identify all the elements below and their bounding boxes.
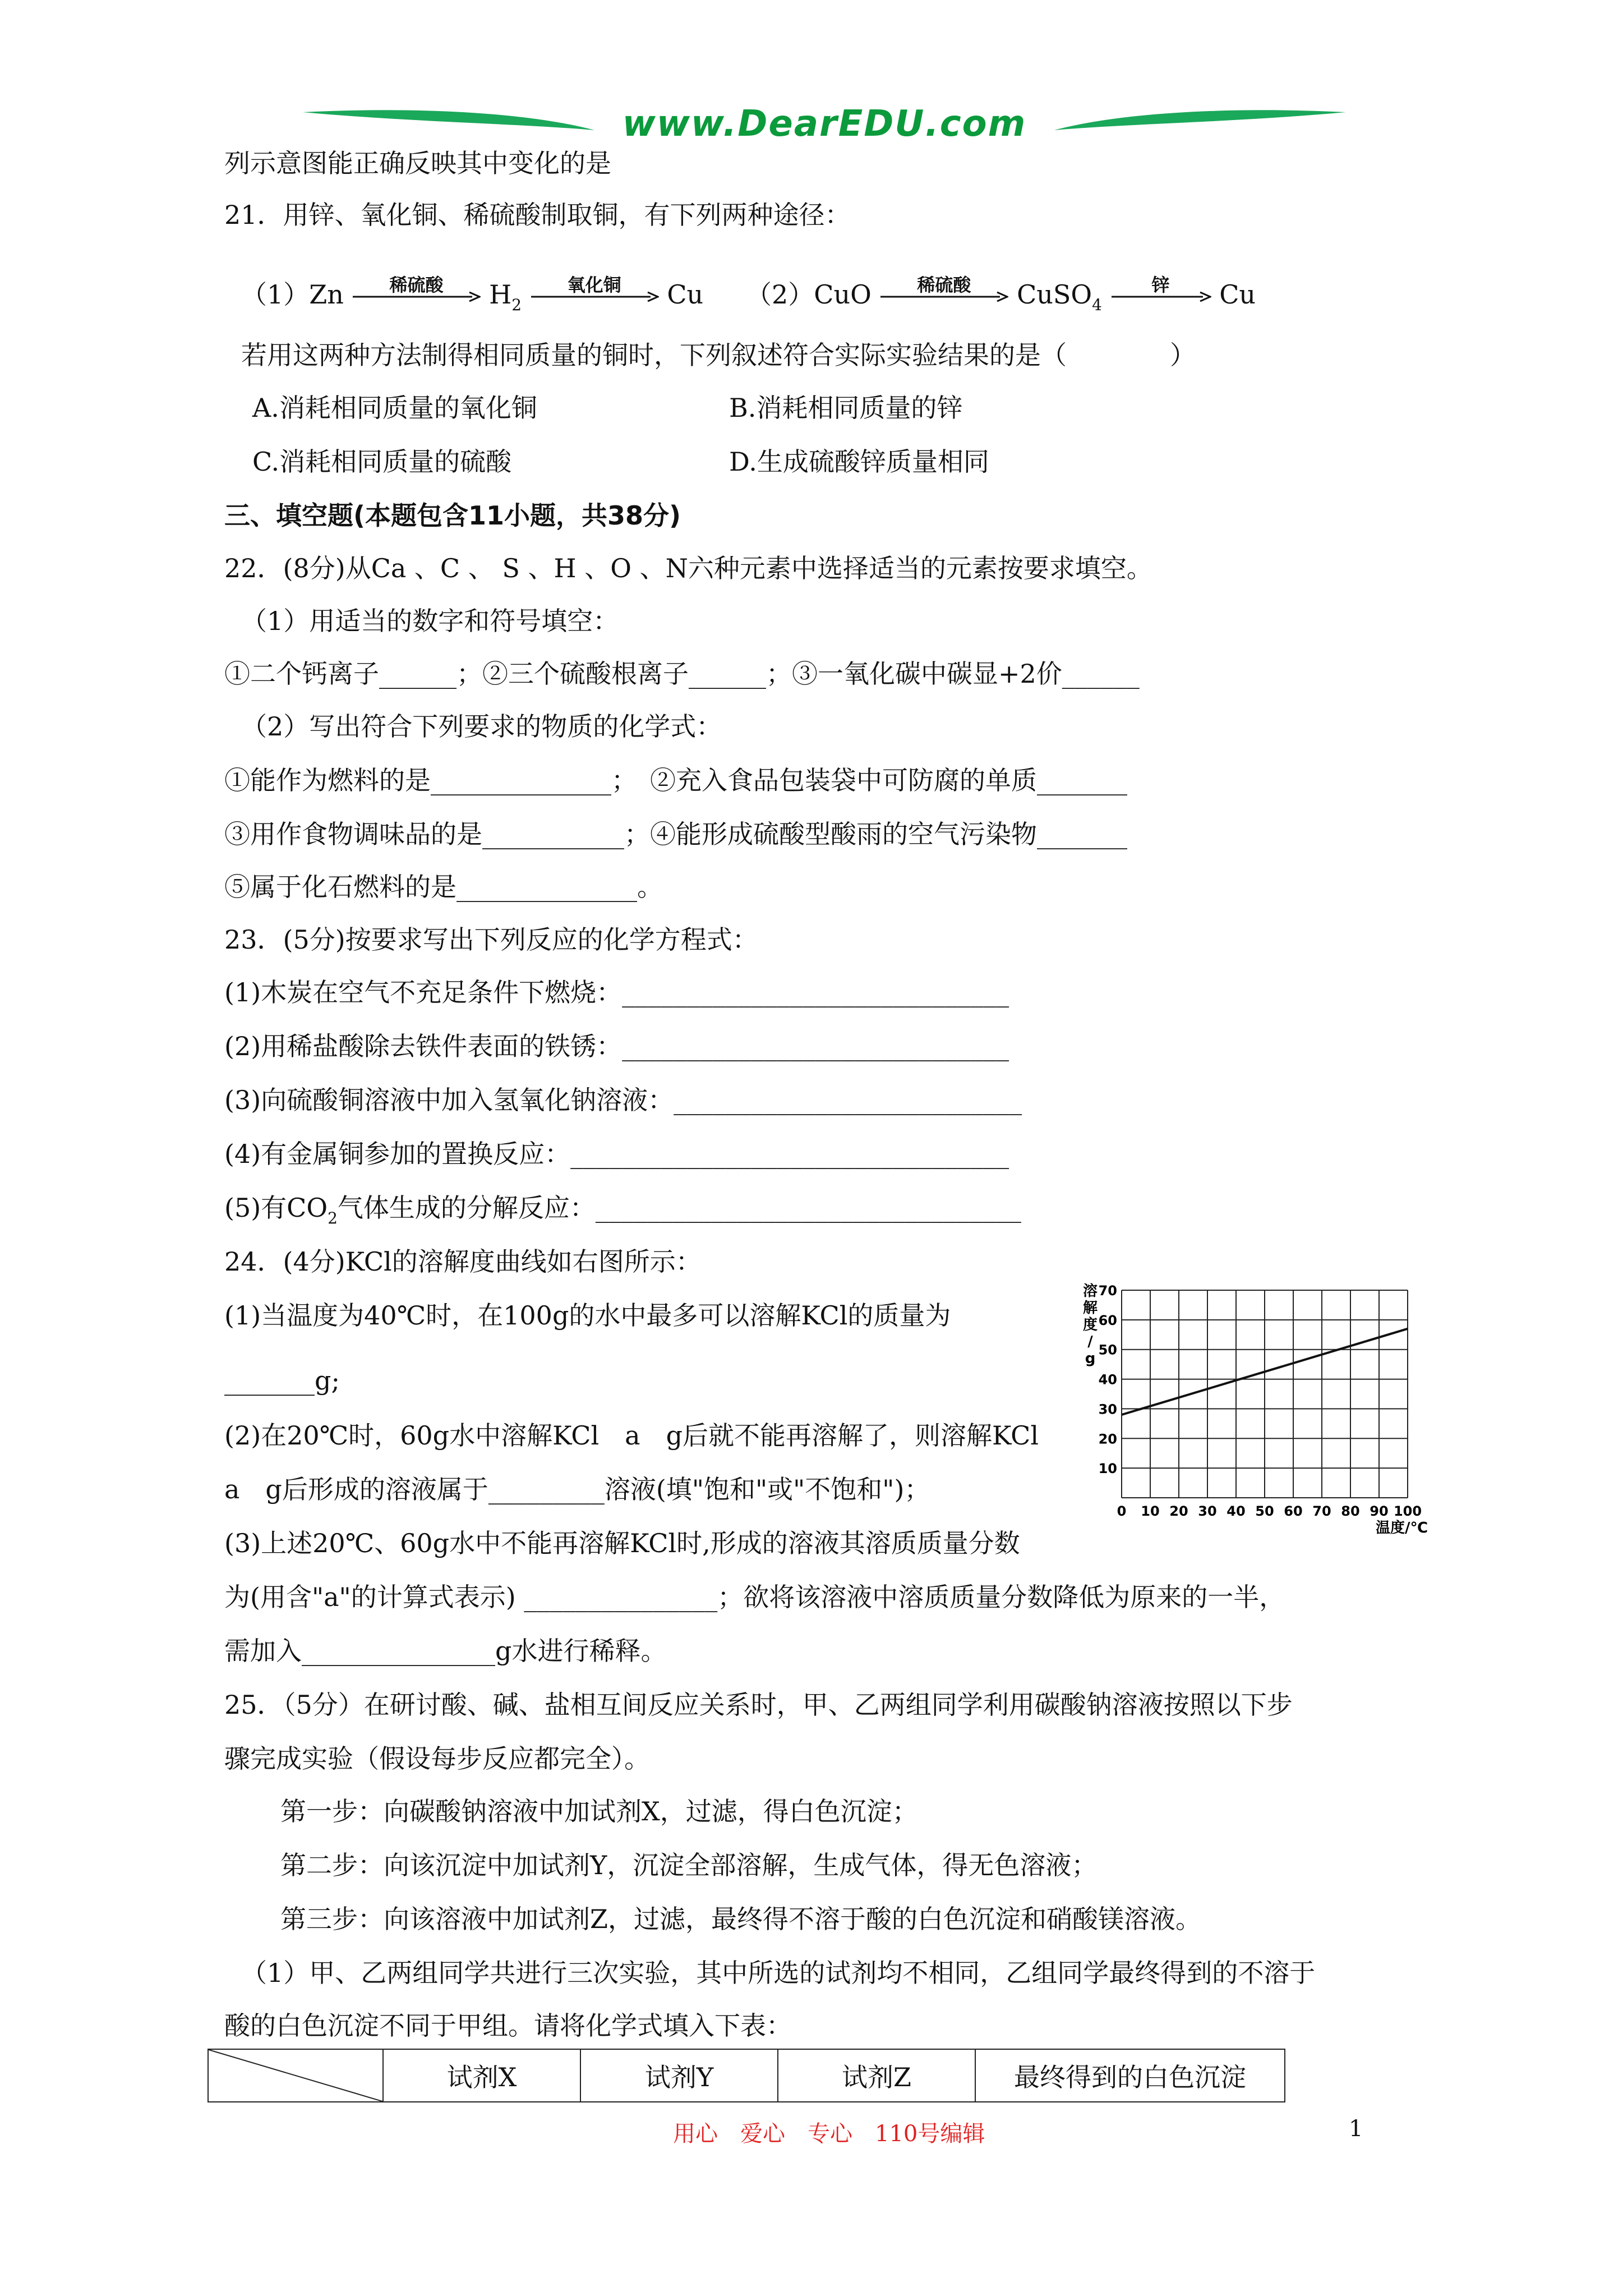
header-reagent-z: 试剂Z — [778, 2049, 975, 2102]
q25-part1: （1）甲、乙两组同学共进行三次实验，其中所选的试剂均不相同，乙组同学最终得到的不溶于 — [241, 1958, 1316, 1988]
header-reagent-x: 试剂X — [383, 2049, 580, 2102]
co2-subscript: 2 — [328, 1209, 338, 1227]
q22-part2-c: ⑤属于化石燃料的是______________。 — [224, 872, 663, 902]
q24-item-3-cont2: 需加入_______________g水进行稀释。 — [224, 1636, 667, 1666]
route2-arrow2 — [1110, 274, 1211, 302]
route2-mid: CuSO — [1017, 279, 1092, 310]
chart-grid — [1122, 1290, 1408, 1498]
x-tick-label: 40 — [1227, 1503, 1246, 1519]
route1-arrow2 — [530, 274, 659, 302]
arrow-label: 氧化铜 — [567, 274, 621, 296]
y-axis-label-char: 解 — [1082, 1300, 1098, 1317]
table-header-row — [208, 2049, 1285, 2102]
q22-part1-items: ①二个钙离子______；②三个硫酸根离子______；③一氧化碳中碳显+2价______ — [224, 659, 1140, 689]
q25-part1-cont: 酸的白色沉淀不同于甲组。请将化学式填入下表： — [224, 2010, 792, 2041]
y-tick-label: 60 — [1098, 1312, 1117, 1328]
y-tick-label: 40 — [1098, 1372, 1117, 1388]
q25-title: 25．（5分）在研讨酸、碱、盐相互间反应关系时，甲、乙两组同学利用碳酸钠溶液按照以下步 — [224, 1690, 1293, 1720]
q21-stem: 若用这两种方法制得相同质量的铜时，下列叙述符合实际实验结果的是（ ） — [241, 340, 1196, 370]
q21-route2 — [746, 274, 1256, 315]
q21-option-a: A.消耗相同质量的氧化铜 — [252, 393, 537, 423]
page-number: 1 — [1349, 2116, 1363, 2142]
q21-option-c: C.消耗相同质量的硫酸 — [252, 447, 512, 477]
y-axis-label-char: g — [1085, 1350, 1096, 1367]
x-tick-label: 50 — [1255, 1503, 1274, 1519]
route2-end: Cu — [1219, 279, 1256, 310]
q23-item-5-start: (5)有CO — [224, 1193, 328, 1223]
q21-option-b: B.消耗相同质量的锌 — [729, 393, 963, 423]
x-tick-label: 90 — [1370, 1503, 1389, 1519]
y-tick-label: 10 — [1098, 1461, 1117, 1477]
y-tick-label: 70 — [1098, 1283, 1117, 1299]
route1-arrow1 — [352, 274, 481, 302]
y-axis-label-char: 溶 — [1082, 1283, 1098, 1300]
q22-part2-b: ③用作食物调味品的是___________；④能形成硫酸型酸雨的空气污染物_______ — [224, 819, 1127, 849]
y-axis-label-char: / — [1087, 1333, 1093, 1350]
reagent-table — [208, 2049, 1285, 2102]
q23-item-2: (2)用稀盐酸除去铁件表面的铁锈：______________________________ — [224, 1031, 1009, 1061]
route2-start: （2）CuO — [746, 279, 872, 310]
q25-step-3: 第三步：向该溶液中加试剂Z，过滤，最终得不溶于酸的白色沉淀和硝酸镁溶液。 — [280, 1904, 1201, 1934]
header-final-precipitate: 最终得到的白色沉淀 — [975, 2049, 1285, 2102]
x-tick-label: 20 — [1169, 1503, 1188, 1519]
y-axis-label-char: 度 — [1082, 1317, 1098, 1333]
q24-item-3: (3)上述20℃、60g水中不能再溶解KCl时,形成的溶液其溶质质量分数 — [224, 1528, 1020, 1558]
q22-part2: （2）写出符合下列要求的物质的化学式： — [241, 711, 722, 742]
q25-step-2: 第二步：向该沉淀中加试剂Y，沉淀全部溶解，生成气体，得无色溶液； — [280, 1850, 1098, 1880]
arrow-label: 稀硫酸 — [389, 274, 444, 296]
intro-line: 列示意图能正确反映其中变化的是 — [224, 148, 611, 178]
q23-item-1: (1)木炭在空气不充足条件下燃烧：______________________________ — [224, 977, 1009, 1007]
q21-option-d: D.生成硫酸锌质量相同 — [729, 447, 989, 477]
q23-item-3: (3)向硫酸铜溶液中加入氢氧化钠溶液：___________________________ — [224, 1085, 1022, 1115]
arrow-label: 锌 — [1151, 274, 1170, 296]
q25-step-1: 第一步：向碳酸钠溶液中加试剂X，过滤，得白色沉淀； — [280, 1796, 918, 1826]
q24-item-1-blank: _______g; — [224, 1365, 340, 1396]
x-tick-label: 80 — [1341, 1503, 1360, 1519]
q21-title: 21．用锌、氧化铜、稀硫酸制取铜，有下列两种途径： — [224, 200, 851, 230]
x-tick-label: 70 — [1312, 1503, 1331, 1519]
x-tick-label: 60 — [1284, 1503, 1303, 1519]
section-3-title: 三、填空题(本题包含11小题，共38分) — [224, 500, 681, 531]
q25-title-cont: 骤完成实验（假设每步反应都完全）。 — [224, 1743, 650, 1774]
q23-item-4: (4)有金属铜参加的置换反应：__________________________________ — [224, 1139, 1009, 1169]
q24-item-2: (2)在20℃时，60g水中溶解KCl a g后就不能再溶解了，则溶解KCl — [224, 1420, 1039, 1451]
y-tick-label: 20 — [1098, 1431, 1117, 1447]
table-corner-cell — [208, 2049, 383, 2102]
x-axis-label: 温度/℃ — [1376, 1520, 1428, 1536]
chart-ticks — [1099, 1283, 1422, 1519]
x-tick-label: 0 — [1117, 1503, 1127, 1519]
solubility-chart — [1071, 1279, 1430, 1537]
y-tick-label: 30 — [1098, 1401, 1117, 1418]
route2-arrow1 — [879, 274, 1008, 302]
x-tick-label: 100 — [1393, 1503, 1422, 1519]
q23-item-5-end: 气体生成的分解反应：_________________________________ — [337, 1193, 1021, 1223]
q24-item-3-cont: 为(用含"a"的计算式表示) _______________；欲将该溶液中溶质质量分数降低为原来的一半， — [224, 1582, 1285, 1612]
q23-item-5 — [224, 1191, 1021, 1228]
q21-route1 — [241, 274, 704, 315]
q22-title: 22．(8分)从Ca 、C 、 S 、H 、O 、N六种元素中选择适当的元素按要求填空。 — [224, 553, 1152, 583]
route1-mid-subscript: 2 — [511, 296, 522, 314]
logo-text: www.DearEDU.com — [622, 103, 1027, 145]
q23-title: 23．(5分)按要求写出下列反应的化学方程式： — [224, 924, 758, 955]
arrow-label: 稀硫酸 — [917, 274, 971, 296]
y-tick-label: 50 — [1098, 1342, 1117, 1358]
q24-item-1: (1)当温度为40℃时，在100g的水中最多可以溶解KCl的质量为 — [224, 1300, 951, 1331]
header-reagent-y: 试剂Y — [580, 2049, 778, 2102]
route2-mid-subscript: 4 — [1092, 296, 1102, 314]
y-axis-label — [1083, 1282, 1098, 1367]
route1-end: Cu — [667, 279, 704, 310]
footer-text: 用心 爱心 专心 110号编辑 — [673, 2121, 985, 2147]
x-tick-label: 30 — [1198, 1503, 1217, 1519]
q22-part1: （1）用适当的数字和符号填空： — [241, 606, 619, 636]
route1-mid: H — [489, 279, 512, 310]
q24-item-2-cont: a g后形成的溶液属于_________溶液(填"饱和"或"不饱和")； — [224, 1474, 930, 1504]
q24-title: 24．(4分)KCl的溶解度曲线如右图所示： — [224, 1246, 702, 1277]
x-tick-label: 10 — [1141, 1503, 1160, 1519]
route1-start: （1）Zn — [241, 279, 344, 310]
q22-part2-a: ①能作为燃料的是______________； ②充入食品包装袋中可防腐的单质_______ — [224, 765, 1127, 795]
